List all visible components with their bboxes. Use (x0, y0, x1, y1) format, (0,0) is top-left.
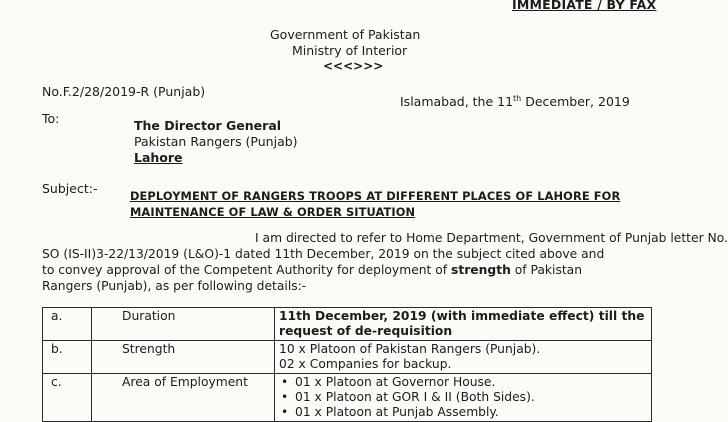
ministry-heading: Ministry of Interior (292, 43, 408, 58)
list-item: • 01 x Platoon at Governor House. (279, 375, 645, 390)
row-key: c. (43, 374, 92, 422)
row-key: b. (43, 341, 92, 374)
list-item: • 01 x Platoon at Punjab Assembly. (279, 405, 645, 420)
body-line: I am directed to refer to Home Department, Government of Punjab letter No. (255, 231, 728, 245)
subject-label: Subject:- (42, 181, 98, 196)
addressee-organization: Pakistan Rangers (Punjab) (134, 134, 298, 149)
to-label: To: (42, 111, 60, 126)
list-item: • 01 x Platoon at GOR I & II (Both Sides). (279, 390, 645, 405)
subject-text: DEPLOYMENT OF RANGERS TROOPS AT DIFFERENT PLACES OF LAHORE FOR MAINTENANCE OF LAW & ORDER SITUATION (130, 189, 621, 219)
table-row (43, 341, 652, 374)
addressee-city: Lahore (134, 150, 183, 165)
priority-stamp: IMMEDIATE / BY FAX (512, 0, 657, 12)
file-number: No.F.2/28/2019-R (Punjab) (42, 84, 206, 99)
body-line: Rangers (Punjab), as per following details:- (42, 279, 307, 293)
addressee-title: The Director General (134, 118, 282, 133)
row-value: 11th December, 2019 (with immediate effect) till the request of de-requisition (275, 308, 652, 341)
row-label: Area of Employment (92, 374, 275, 422)
table-row (43, 308, 652, 341)
row-label: Strength (92, 341, 275, 374)
row-label: Duration (92, 308, 275, 341)
letter-date: Islamabad, the 11th December, 2019 (400, 94, 630, 110)
row-value: 10 x Platoon of Pakistan Rangers (Punjab). 02 x Companies for backup. (275, 341, 652, 374)
row-value (275, 374, 652, 422)
addressee-block (134, 118, 298, 166)
body-line: to convey approval of the Competent Authority for deployment of strength of Pakistan (42, 263, 583, 277)
letter-body (42, 230, 728, 294)
heading-ornament: <<<>>> (323, 59, 384, 73)
government-heading: Government of Pakistan (270, 27, 421, 42)
table-row (43, 374, 652, 422)
body-line: SO (IS-II)3-22/13/2019 (L&O)-1 dated 11th December, 2019 on the subject cited above and (42, 247, 605, 261)
row-key: a. (43, 308, 92, 341)
details-table (42, 307, 652, 422)
